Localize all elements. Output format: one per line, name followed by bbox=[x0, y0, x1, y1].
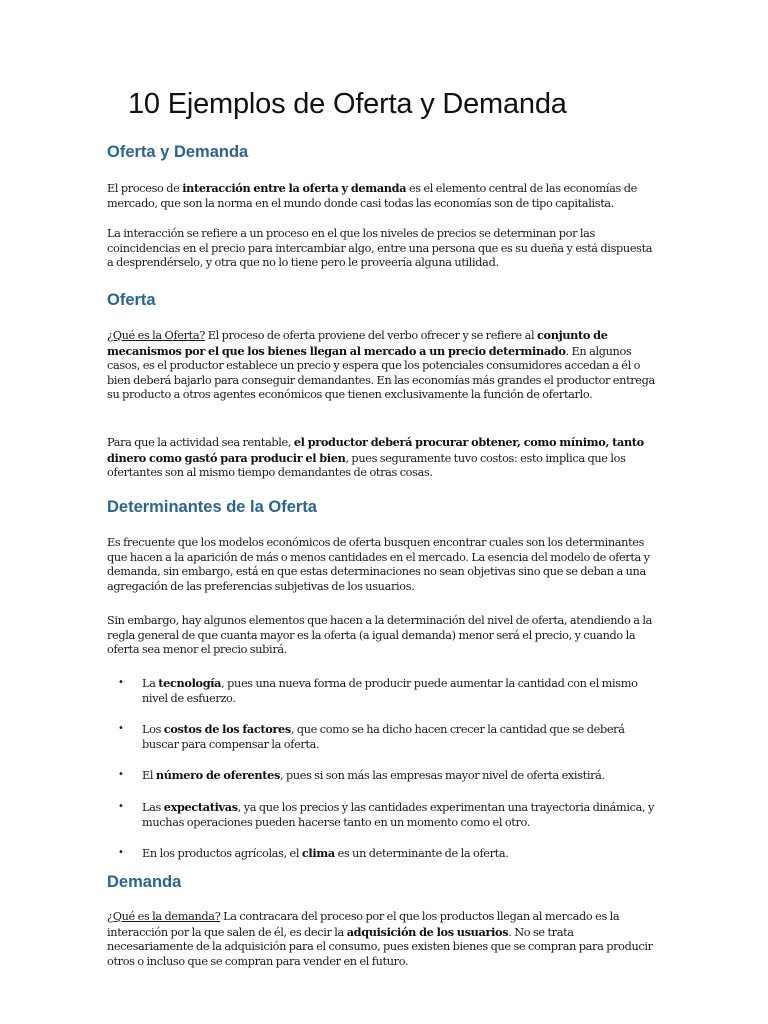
page-title: 10 Ejemplos de Oferta y Demanda bbox=[128, 88, 567, 120]
paragraph-interaccion-definicion: La interacción se refiere a un proceso en el que los niveles de precios se determinan por las coincidencias en el precio para intercambiar algo, entre una persona que es su dueña y está dispuesta a desprendérselo, y otra que no lo tiene pero le proveería alguna utilidad. bbox=[107, 227, 653, 270]
bold-text: interacción entre la oferta y demanda bbox=[182, 181, 407, 195]
bullet-icon: • bbox=[118, 677, 124, 688]
heading-demanda: Demanda bbox=[107, 873, 182, 891]
bold-text: conjunto de mecanismos por el que los bienes llegan al mercado a un precio determinado bbox=[107, 328, 608, 358]
list-item: • La tecnología, pues una nueva forma de producir puede aumentar la cantidad con el mismo nivel de esfuerzo. bbox=[118, 676, 638, 705]
link-que-es-la-demanda[interactable]: ¿Qué es la demanda? bbox=[107, 910, 221, 923]
paragraph-que-es-demanda: ¿Qué es la demanda? La contracara del proceso por el que los productos llegan al mercado es la interacción por la que salen de él, es decir la adquisición de los usuarios. No se trata necesariamente de la adquisición para el consumo, pues existen bienes que se compran para producir otros o incluso que se compran para vender en el futuro. bbox=[107, 910, 653, 968]
heading-determinantes-de-la-oferta: Determinantes de la Oferta bbox=[107, 498, 317, 516]
paragraph-que-es-oferta: ¿Qué es la Oferta? El proceso de oferta proviene del verbo ofrecer y se refiere al conjunto de mecanismos por el que los bienes llegan al mercado a un precio determinado. En algunos casos, es el productor establece un precio y espera que los potenciales consumidores accedan a él o bien deberá bajarlo para conseguir demandantes. En las economías más grandes el productor entrega su producto a otros agentes económicos que tienen exclusivamente la función de ofertarlo. bbox=[107, 328, 655, 402]
list-item: • El número de oferentes, pues si son más las empresas mayor nivel de oferta existirá. bbox=[118, 768, 605, 783]
paragraph-regla-general: Sin embargo, hay algunos elementos que hacen a la determinación del nivel de oferta, atendiendo a la regla general de que cuanta mayor es la oferta (a igual demanda) menor será el precio, y cuando la oferta sea menor el precio subirá. bbox=[107, 614, 652, 657]
paragraph-actividad-rentable: Para que la actividad sea rentable, el productor deberá procurar obtener, como mínimo, tanto dinero como gastó para producir el bien, pues seguramente tuvo costos: esto implica que los ofertantes son al mismo tiempo demandantes de otras cosas. bbox=[107, 435, 644, 480]
bullet-icon: • bbox=[118, 769, 124, 781]
link-que-es-la-oferta[interactable]: ¿Qué es la Oferta? bbox=[107, 329, 205, 342]
bullet-icon: • bbox=[118, 847, 124, 859]
list-item: • Los costos de los factores, que como se ha dicho hacen crecer la cantidad que se deberá buscar para compensar la oferta. bbox=[118, 722, 625, 751]
bold-text: adquisición de los usuarios bbox=[346, 924, 509, 939]
paragraph-modelos-economicos: Es frecuente que los modelos económicos de oferta busquen encontrar cuales son los determinantes que hacen a la aparición de más o menos cantidades en el mercado. La esencia del modelo de oferta y demanda, sin embargo, está en que estas determinaciones no sean objetivas sino que se deban a una agregación de las preferencias subjetivas de los usuarios. bbox=[107, 536, 650, 593]
bold-text: el productor deberá procurar obtener, como mínimo, tanto dinero como gastó para producir el bien bbox=[107, 435, 644, 465]
paragraph-interaccion: El proceso de interacción entre la oferta y demanda es el elemento central de las economías de mercado, que son la norma en el mundo donde casi todas las economías son de tipo capitalista. bbox=[107, 181, 637, 210]
heading-oferta: Oferta bbox=[107, 291, 156, 309]
bullet-icon: • bbox=[118, 723, 124, 735]
heading-oferta-y-demanda: Oferta y Demanda bbox=[107, 143, 249, 161]
bullet-icon: • bbox=[118, 800, 124, 812]
determinantes-list bbox=[107, 676, 667, 862]
list-item: • En los productos agrícolas, el clima es un determinante de la oferta. bbox=[118, 846, 509, 861]
list-item: • Las expectativas, ya que los precios y las cantidades experimentan una trayectoria dinámica, y muchas operaciones pueden hacerse tanto en un momento como el otro. bbox=[118, 799, 655, 829]
